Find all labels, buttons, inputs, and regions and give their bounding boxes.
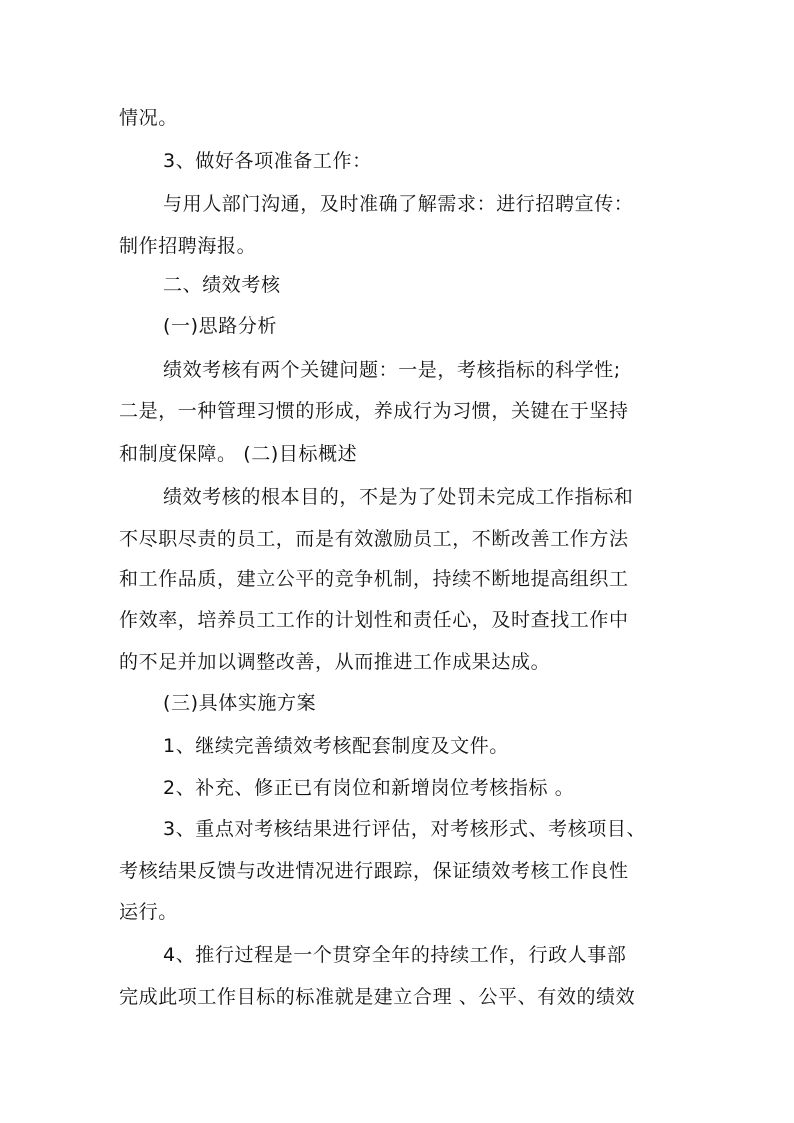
section-heading: 二、绩效考核 (163, 274, 281, 296)
subsection-heading: (一)思路分析 (163, 315, 278, 337)
text-line: 和制度保障。 (二)目标概述 (119, 443, 358, 465)
text-line: 制作招聘海报。 (119, 235, 257, 257)
text-line: 不尽职尽责的员工，而是有效激励员工，不断改善工作方法 (119, 528, 629, 550)
text-line: 和工作品质，建立公平的竞争机制，持续不断地提高组织工 (119, 568, 629, 590)
subsection-heading: (三)具体实施方案 (163, 692, 317, 714)
text-line: 2、补充、修正已有岗位和新增岗位考核指标 。 (163, 777, 575, 799)
text-line: 运行。 (119, 901, 178, 923)
text-line: 绩效考核的根本目的，不是为了处罚未完成工作指标和 (163, 486, 634, 508)
text-line: 1、继续完善绩效考核配套制度及文件。 (163, 735, 509, 757)
text-line: 与用人部门沟通，及时准确了解需求：进行招聘宣传： (163, 193, 634, 215)
text-line: 二是，一种管理习惯的形成，养成行为习惯，关键在于坚持 (119, 400, 629, 422)
text-line: 的不足并加以调整改善，从而推进工作成果达成。 (119, 651, 551, 673)
text-line: 完成此项工作目标的标准就是建立合理 、公平、有效的绩效 (119, 986, 636, 1008)
text-line: 3、重点对考核结果进行评估，对考核形式、考核项目、 (163, 818, 647, 840)
text-line: 绩效考核有两个关键问题：一是，考核指标的科学性; (163, 359, 621, 381)
text-line: 作效率，培养员工工作的计划性和责任心，及时查找工作中 (119, 609, 629, 631)
text-line: 4、推行过程是一个贯穿全年的持续工作，行政人事部 (163, 944, 627, 966)
text-line: 考核结果反馈与改进情况进行跟踪，保证绩效考核工作良性 (119, 860, 629, 882)
text-line: 情况。 (119, 107, 178, 129)
text-line: 3、做好各项准备工作： (163, 150, 372, 172)
